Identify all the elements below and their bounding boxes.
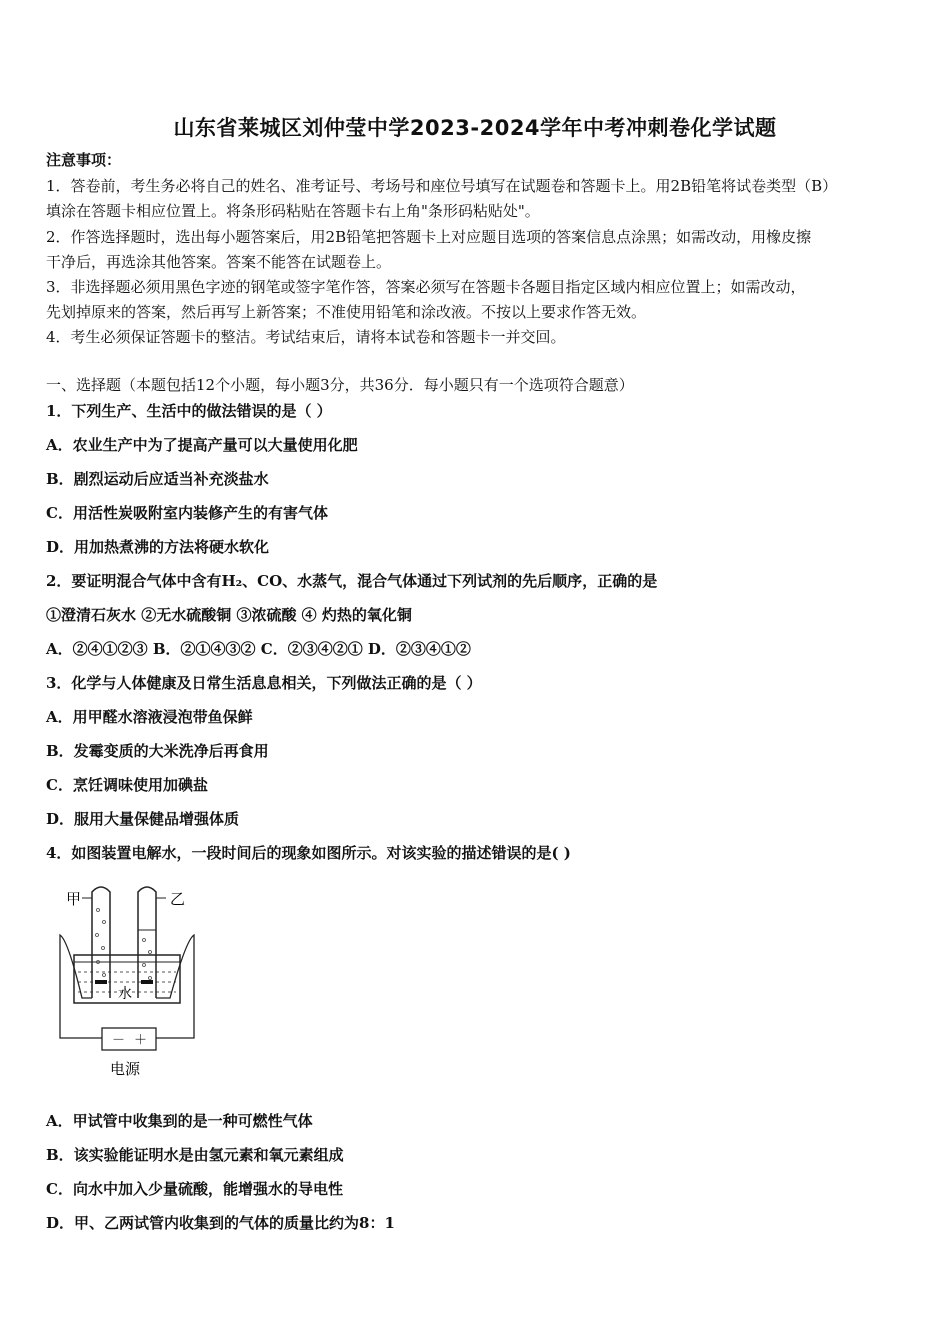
electrolysis-diagram <box>52 880 212 1085</box>
option: A．甲试管中收集到的是一种可燃性气体 <box>46 1112 313 1130</box>
electrode-right <box>141 980 153 984</box>
notice-line: 3．非选择题必须用黑色字迹的钢笔或签字笔作答，答案必须写在答题卡各题目指定区域内相应位置上；如需改动， <box>46 278 806 296</box>
power-supply <box>102 1028 156 1050</box>
option: A．农业生产中为了提高产量可以大量使用化肥 <box>46 436 358 454</box>
label-jia: 甲 <box>66 890 82 908</box>
notice-line: 2．作答选择题时，选出每小题答案后，用2B铅笔把答题卡上对应题目选项的答案信息点涂黑；如需改动，用橡皮擦 <box>46 228 812 246</box>
question-3-stem: 3．化学与人体健康及日常生活息息相关，下列做法正确的是（ ） <box>46 674 482 692</box>
bubbles <box>96 909 152 980</box>
plus-sign: ＋ <box>134 1033 148 1048</box>
label-yi: 乙 <box>170 890 186 908</box>
option: A．用甲醛水溶液浸泡带鱼保鲜 <box>46 708 253 726</box>
notice-heading: 注意事项： <box>46 151 122 169</box>
minus-sign: － <box>112 1033 126 1048</box>
option: D．用加热煮沸的方法将硬水软化 <box>46 538 270 556</box>
option: B．发霉变质的大米洗净后再食用 <box>46 742 269 760</box>
option: C．向水中加入少量硫酸，能增强水的导电性 <box>46 1180 343 1198</box>
page-title: 山东省莱城区刘仲莹中学2023-2024学年中考冲刺卷化学试题 <box>173 116 777 140</box>
option: C．用活性炭吸附室内装修产生的有害气体 <box>46 504 328 522</box>
question-1-stem: 1．下列生产、生活中的做法错误的是（ ） <box>46 402 332 420</box>
option: D．甲、乙两试管内收集到的气体的质量比约为8：1 <box>46 1214 395 1232</box>
section-heading: 一、选择题（本题包括12个小题，每小题3分，共36分．每小题只有一个选项符合题意） <box>46 376 634 394</box>
wire-left <box>60 935 102 1038</box>
notice-line: 先划掉原来的答案，然后再写上新答案；不准使用铅笔和涂改液。不按以上要求作答无效。 <box>46 303 647 321</box>
option: B．剧烈运动后应适当补充淡盐水 <box>46 470 269 488</box>
notice-line: 4．考生必须保证答题卡的整洁。考试结束后，请将本试卷和答题卡一并交回。 <box>46 328 566 346</box>
question-2-stem: 2．要证明混合气体中含有H₂、CO、水蒸气，混合气体通过下列试剂的先后顺序，正确的是 <box>46 572 658 590</box>
electrode-left <box>95 980 107 984</box>
option: C．烹饪调味使用加碘盐 <box>46 776 208 794</box>
option: D．服用大量保健品增强体质 <box>46 810 240 828</box>
notice-line: 填涂在答题卡相应位置上。将条形码粘贴在答题卡右上角"条形码粘贴处"。 <box>46 202 540 220</box>
reagent-list: ①澄清石灰水 ②无水硫酸铜 ③浓硫酸 ④ 灼热的氧化铜 <box>46 606 412 624</box>
option-row: A．②④①②③ B．②①④③② C．②③④②① D．②③④①② <box>46 640 471 658</box>
wire-right <box>156 935 194 1038</box>
label-power: 电源 <box>110 1060 141 1078</box>
notice-line: 干净后，再选涂其他答案。答案不能答在试题卷上。 <box>46 253 392 271</box>
question-4-stem: 4．如图装置电解水，一段时间后的现象如图所示。对该实验的描述错误的是( ) <box>46 844 571 862</box>
option: B．该实验能证明水是由氢元素和氧元素组成 <box>46 1146 344 1164</box>
label-water: 水 <box>118 986 132 1002</box>
notice-line: 1．答卷前，考生务必将自己的姓名、准考证号、考场号和座位号填写在试题卷和答题卡上。用2B铅笔将试卷类型（B） <box>46 177 838 195</box>
